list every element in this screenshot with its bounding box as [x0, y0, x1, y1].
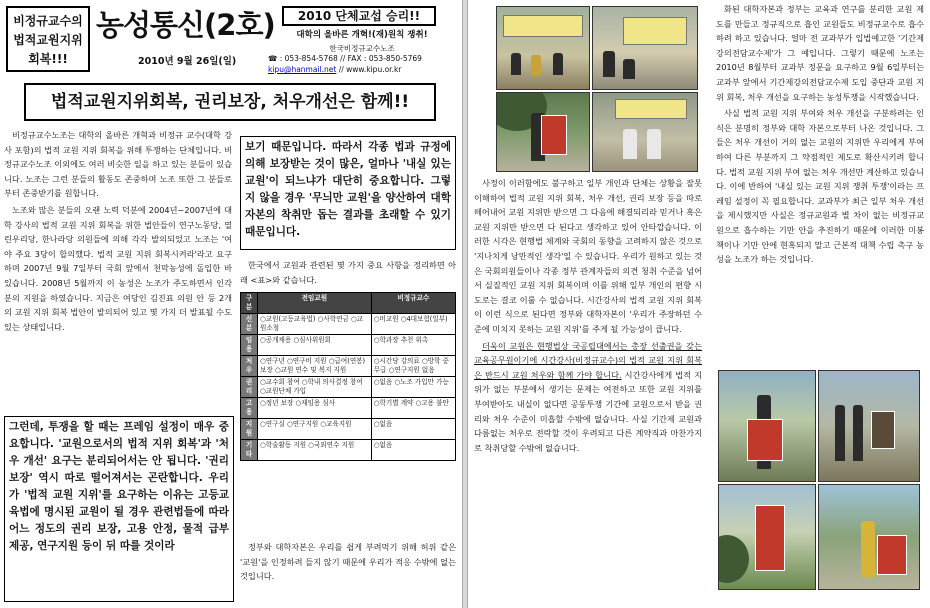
- table-header: 전임교원: [258, 293, 372, 314]
- table-header: 비정규교수: [371, 293, 455, 314]
- table-outro: 정부와 대학자본은 우리를 쉽게 부려먹기 위해 허위 같은 '교원'을 인정하려 들지 않기 때문에 우리가 적응 수밖에 없는 것입니다.: [240, 542, 456, 582]
- protest-photo-6: [818, 370, 920, 482]
- table-cell-category: 지원: [241, 419, 258, 440]
- table-cell: ○비교원 ○4대보험(일부): [371, 314, 455, 335]
- paragraph: 노조와 많은 분들의 오랜 노력 덕분에 2004년~2007년에 대학 강사의 법적 교원 지위 회복을 위한 법안들이 연구노동당, 열린우리당, 한나라당 의원들에 의해 각각 발의되었고 노조는 '여야 주요 3당이 합의했다. 법적 교원 지위 회복시켜라'라고 요구하며 2007년 9월 7일부터 국회 앞에서 천막농성에 돌입한 바 있습니다. 2008년 5월까지 이 농성은 노조가 주도하면서 인각 분의 지원을 하였습니다. 지금은 여당인 김진표 의원 안 등 2개의 교원 지위 회복 법안이 발의되어 있고 몇 가지 더 발표될 수도 있는 상태입니다.: [4, 204, 232, 332]
- paragraph: 화된 대학자본과 정부는 교육과 연구를 분리한 교원 제도를 만들고 정규직으로 흡인 교원들도 비정규교수로 흡수하려 하고 있습니다. 얼마 전 교과부가 입법예고한 '기간제강의전담교수제'가 그 예입니다. 그렇기 때문에 노조는 2010년 8월부터 교과부 정문을 요구하고 9월 6일부터는 교과부 앞에서 기간제강의전담교수제 도입 중단과 교원 지위 회복, 처우 개선을 요구하는 농성투쟁을 시작했습니다.: [716, 4, 924, 102]
- table-cell-category: 권리: [241, 377, 258, 398]
- website: www.kipu.or.kr: [346, 65, 402, 74]
- table-row: [241, 377, 456, 398]
- table-cell: ○정년 보장 ○재임용 심사: [258, 398, 372, 419]
- table-cell-category: 고용: [241, 398, 258, 419]
- web-line: kipu@hanmail.net // www.kipu.or.kr: [268, 65, 402, 74]
- table-row: [241, 356, 456, 377]
- table-cell: ○학술활동 지원 ○국외연수 지원: [258, 440, 372, 461]
- table-cell: ○공개채용 ○심사위원회: [258, 335, 372, 356]
- publisher: 한국비정규교수노조: [329, 44, 395, 53]
- left-page: [0, 0, 462, 608]
- right-page: [468, 0, 930, 608]
- table-cell-category: 처우: [241, 356, 258, 377]
- protest-photo-8: [818, 484, 920, 590]
- right-column-1: [474, 176, 702, 455]
- slogan-box: [6, 6, 90, 72]
- table-header: 구분: [241, 293, 258, 314]
- table-cell: ○없음: [371, 440, 455, 461]
- table-cell: ○학기별 계약 ○고용 불안: [371, 398, 455, 419]
- table: [240, 292, 456, 461]
- protest-photo-1: [496, 6, 590, 90]
- paragraph: 더욱이 교원은 현행법상 국공립대에서는 총장 선출권을 갖는 교육공무원이기에 시간강사(비정규교수)의 법적 교원 지위 회복은 반드시 교원 처우와 함께 가야 합니다. 시간강사에게 법적 지위가 없는 부분에서 생기는 문제는 여전하고 또한 교원 지위를 부여받아도 내실이 없다면 공동투쟁 기간에 교원으로서 받을 권리와 처우 수준이 미흡할 수밖에 없습니다. 사실 기간제 교원과 다름없는 처우로 전락할 것이 우려되고 다른 계약직과 마찬가지로 착취당할 수밖에 없습니다.: [474, 340, 703, 453]
- protest-photo-5: [718, 370, 816, 482]
- table-cell: ○없음 ○노조 가입만 가능: [371, 377, 455, 398]
- main-headline: 법적교원지위회복, 권리보장, 처우개선은 함께!!: [50, 92, 410, 112]
- left-column-1: [4, 128, 232, 334]
- comparison-table: [240, 292, 456, 536]
- table-row: [241, 440, 456, 461]
- subslogan: 대학의 올바른 개혁!(재)원칙 쟁취!: [296, 30, 428, 40]
- table-cell: ○교수회 참여 ○학내 의사결정 참여 ○교원단체 가입: [258, 377, 372, 398]
- table-cell: ○학과장 추천 위촉: [371, 335, 455, 356]
- phone: ☎ : 053-854-5768: [268, 54, 338, 63]
- issue-date: 2010년 9월 26일(일): [138, 56, 237, 67]
- newsletter-title: [96, 4, 282, 50]
- table-cell: ○연구실 ○연구지원 ○교육지원: [258, 419, 372, 440]
- table-row: [241, 314, 456, 335]
- table-cell-category: 임용: [241, 335, 258, 356]
- table-intro: 한국에서 교원과 관련된 몇 가지 중요 사항을 정리하면 아래 <표>와 같습니다.: [240, 260, 456, 285]
- protest-photo-2: [592, 6, 698, 90]
- main-headline-box: [24, 83, 436, 121]
- table-cell: ○교원(고등교육법) ○사학연금 ○교원소청: [258, 314, 372, 335]
- protest-photo-4: [592, 92, 698, 172]
- table-cell: ○없음: [371, 419, 455, 440]
- table-cell-category: 신분: [241, 314, 258, 335]
- callout-text: 그런데, 투쟁을 할 때는 프레임 설정이 매우 중요합니다. '교원으로서의 법적 지위 회복'과 '처우 개선' 요구는 분리되어서는 안 됩니다. '권리 보장' 역시 따로 떨어져서는 곤란합니다. 우리가 '법적 교원 지위'를 요구하는 이유는 고등교육법에 명시된 교원이 될 경우 관련법들에 따라 어느 정도의 권리 보장, 고용 안정, 물적 급부 제공, 연구지원 등이 뒤 따를 것이라: [9, 421, 229, 552]
- headline-box: 2010 단체교섭 승리!!: [282, 6, 436, 26]
- table-row: [241, 335, 456, 356]
- paragraph: 비정규교수노조는 대학의 올바른 개혁과 비정규 교수(대학 강사 포함)의 법적 교원 지위 회복을 위해 투쟁하는 단체입니다. 비정규교수노조 이외에도 여러 비슷한 일을 하고 있는 분들이 있습니다. 노조는 그런 분들의 활동도 존중하며 노조 또한 그 분들로부터 존중받기를 원합니다.: [4, 130, 232, 199]
- frame-callout-box: [4, 416, 234, 602]
- paragraph: 사실 법적 교원 지위 부여와 처우 개선을 구분하려는 인식은 분명히 정부와 대학 자본으로부터 나온 것입니다. 그들은 처우 개선이 거의 없는 교원의 지위만 우리에게 부여하여 다른 부분까지 그 약점적인 제도로 확산시키려 합니다. 법적 교원 지위 부여 없는 처우 개선만 계산하고 있습니다. 이에 반하여 '내실 있는 교원 지위 쟁취 투쟁'이라는 프레임 설정이 꼭 필요합니다. 교과부가 최근 일부 처우 개선을 제시했지만 사실은 정규교원과 별 차이 없는 비정규교원으로 흡수하는 기만 안을 추진하기 때문에 이러한 미봉책이나 기만 안에 현혹되지 말고 근본적 대책 수립 촉구 농성을 노조가 하는 것입니다.: [716, 108, 924, 265]
- slogan: 비정규교수의 법적교원지위 회복!!!: [13, 14, 83, 66]
- fax: FAX : 053-850-5769: [347, 54, 422, 63]
- paragraph: 사정이 이러함에도 불구하고 일부 개인과 단체는 상황을 잘못 이해하여 법적 교원 지위 회복, 처우 개선, 권리 보장 등을 따로 떼어내어 교원 지위만 받으면 그 다음에 해결되리라 믿거나 혹은 교원 지위만 받으면 다 된다고 생각하고 있어 안타깝습니다. 이러한 시각은 현행법 체계와 국회의 동향을 고려하지 않은 것으로 '지나치게 낭만적인 생각'일 수 있습니다. 우리가 원하고 있는 것은 국회의원들이나 각종 정부 관계자들의 의견 청취 수준을 넘어서 실질적인 교원 지위 회복이며 이를 위해 일부 개인의 편향 시도로는 결코 이룰 수 없습니다. 시간강사의 법적 교원 지위 회복이 이런 식으로 된다면 정부와 대학자본이 '우리가 주장하던 수준에 미치지 못하는 교원 지위'를 주게 될 가능성이 큽니다.: [474, 178, 702, 334]
- right-column-2: [716, 2, 924, 267]
- protest-photo-7: [718, 484, 816, 590]
- table-cell-category: 기타: [241, 440, 258, 461]
- email: kipu@hanmail.net: [268, 65, 337, 74]
- contact-line: ☎ : 053-854-5768 // FAX : 053-850-5769: [268, 54, 422, 63]
- table-row: [241, 419, 456, 440]
- underlined-text: 더욱이 교원은 현행법상 국공립대에서는 총장 선출권을 갖는 교육공무원이기에 시간강사(비정규교수)의 법적 교원 지위 회복은 반드시 교원 처우와 함께 가야 합니다.: [474, 340, 702, 380]
- continued-callout-box: [240, 136, 456, 250]
- table-cell: ○연구년 ○연구비 지원 ○급여(연봉) 보장 ○교원 연수 및 복지 지원: [258, 356, 372, 377]
- table-cell: ○시간당 강의료 ○방학 중 무급 ○연구지원 없음: [371, 356, 455, 377]
- title-text: 농성통신(2호): [96, 8, 275, 42]
- protest-photo-3: [496, 92, 590, 172]
- callout-text: 보기 때문입니다. 따라서 각종 법과 규정에 의해 보장받는 것이 많은, 얼마나 '내실 있는 교원'이 되느냐가 대단히 중요합니다. 그렇지 않을 경우 '무늬만 교원'을 양산하여 대학자본의 착취만 돕는 결과를 초래할 수 있기 때문입니다.: [245, 141, 451, 238]
- table-row: [241, 398, 456, 419]
- table-header-row: [241, 293, 456, 314]
